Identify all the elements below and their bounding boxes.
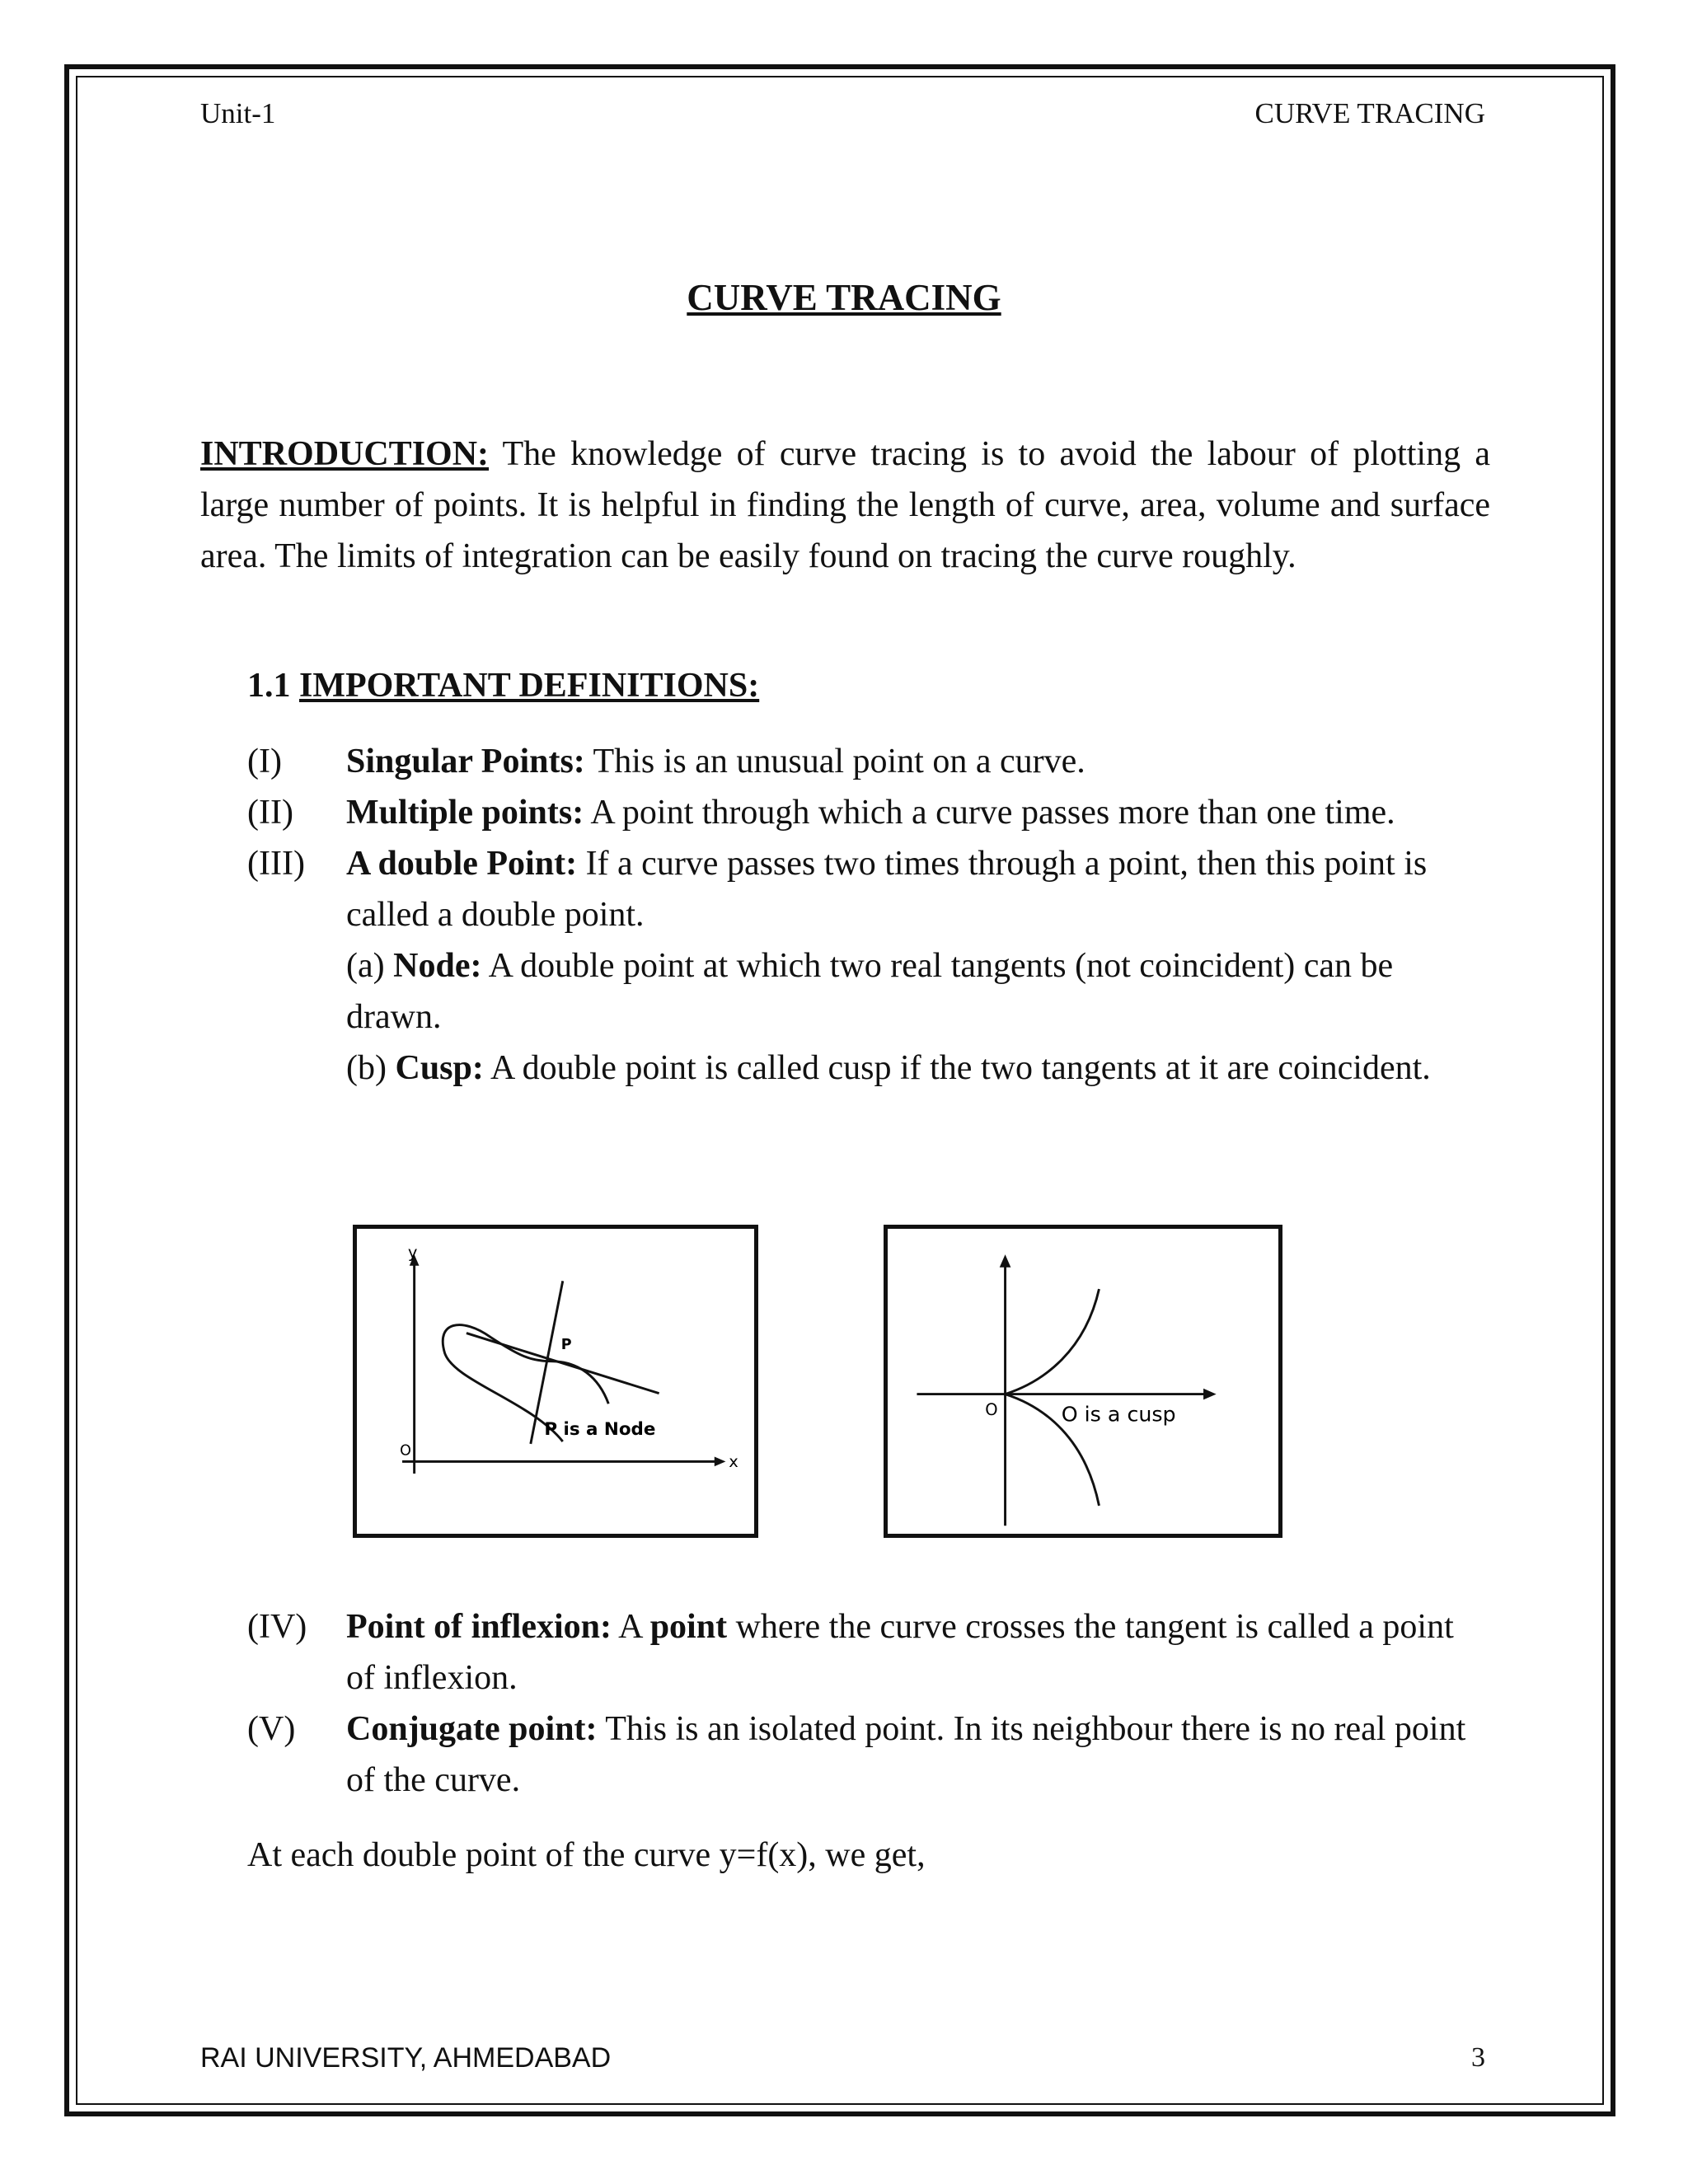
node-diagram (357, 1229, 754, 1534)
definition-list-bottom (247, 1601, 1490, 1806)
definition-term: Multiple points: (346, 794, 584, 832)
definition-text: This is an isolated point. In its neighbour there is no real point of the curve. (346, 1710, 1466, 1799)
definition-text-pre: A (612, 1608, 650, 1646)
definition-number: (V) (247, 1710, 296, 1748)
section-number: 1.1 (247, 667, 299, 705)
definition-text: If a curve passes two times through a point, then this point is called a double point. (346, 845, 1428, 934)
origin-label: O (400, 1442, 411, 1460)
definition-number: (II) (247, 794, 293, 832)
subdefinition-cusp (346, 1043, 1490, 1094)
definition-number: (III) (247, 845, 305, 883)
cusp-figure (884, 1225, 1282, 1538)
node-caption: P is a Node (544, 1419, 656, 1441)
definition-term: A double Point: (346, 845, 578, 883)
introduction-paragraph (200, 429, 1490, 582)
definition-number: (I) (247, 743, 282, 780)
subdefinition-text: A double point is called cusp if the two tangents at it are coincident. (483, 1049, 1431, 1087)
header-topic: CURVE TRACING (1254, 97, 1485, 129)
definition-number: (IV) (247, 1608, 307, 1646)
cusp-diagram (888, 1229, 1278, 1534)
page-number: 3 (1471, 2042, 1485, 2073)
cusp-upper-branch (1006, 1289, 1100, 1394)
vertical-axis-arrow (1000, 1254, 1011, 1268)
footer-university: RAI UNIVERSITY, AHMEDABAD (200, 2042, 612, 2074)
header-unit: Unit-1 (200, 97, 276, 129)
definition-term: Singular Points: (346, 743, 585, 780)
definition-bold-word: point (649, 1608, 728, 1646)
subdefinition-term: Node: (393, 947, 482, 985)
definition-term: Conjugate point: (346, 1710, 598, 1748)
section-heading (247, 666, 759, 705)
introduction-text: The knowledge of curve tracing is to avoid the labour of plotting a large number of points. It is helpful in finding the length of curve, area, volume and surface area. The limits of integration can be easily found on tracing the curve roughly. (200, 435, 1490, 575)
introduction-heading: INTRODUCTION: (200, 435, 490, 473)
definition-item (247, 838, 1490, 940)
closing-sentence: At each double point of the curve y=f(x), we get, (247, 1836, 926, 1874)
subdefinition-node (346, 940, 1490, 1043)
cusp-origin-label: O (985, 1399, 998, 1419)
x-axis-arrow (715, 1457, 726, 1467)
definition-text: A point through which a curve passes more than one time. (584, 794, 1395, 832)
subdefinition-text: A double point at which two real tangents (not coincident) can be drawn. (346, 947, 1394, 1036)
definition-item (247, 1601, 1490, 1704)
definition-term: Point of inflexion: (346, 1608, 612, 1646)
x-axis-label: x (729, 1452, 738, 1472)
page-title: CURVE TRACING (687, 277, 1001, 318)
definition-text: where the curve crosses the tangent is called a point of inflexion. (346, 1608, 1454, 1697)
node-point-label: P (560, 1337, 572, 1354)
definition-item (247, 1704, 1490, 1806)
definition-item (247, 736, 1490, 787)
subdefinition-prefix: (b) (346, 1049, 396, 1087)
y-axis-label: y (407, 1243, 418, 1263)
definition-text: This is an unusual point on a curve. (584, 743, 1085, 780)
node-figure (353, 1225, 758, 1538)
subdefinition-prefix: (a) (346, 947, 394, 985)
section-title: IMPORTANT DEFINITIONS: (299, 667, 760, 705)
definition-item (247, 787, 1490, 838)
subdefinition-term: Cusp: (395, 1049, 484, 1087)
horizontal-axis-arrow (1203, 1389, 1217, 1400)
cusp-caption: O is a cusp (1061, 1402, 1176, 1427)
definition-list-top (247, 736, 1490, 1094)
